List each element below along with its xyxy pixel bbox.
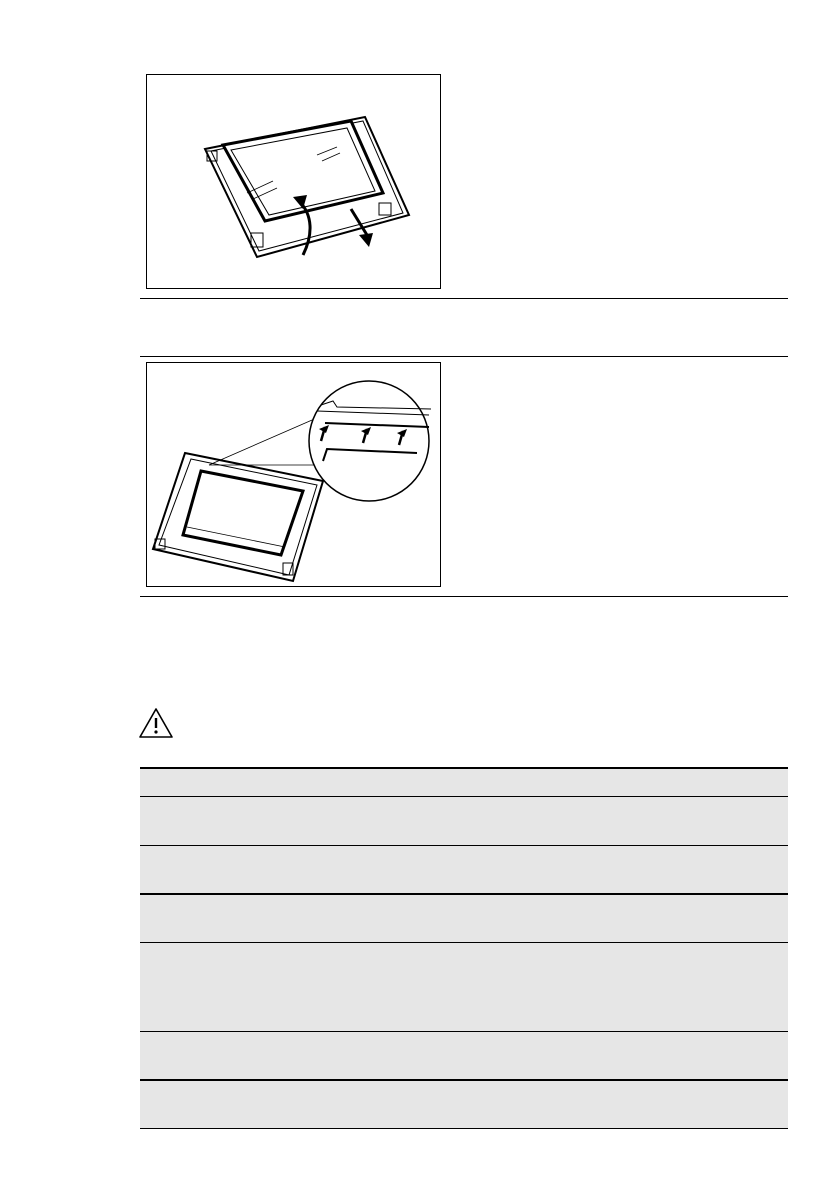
table-row — [140, 895, 788, 942]
table-row — [140, 1032, 788, 1079]
section-divider — [140, 596, 788, 597]
table-row — [140, 943, 788, 1031]
warning-triangle-icon — [138, 706, 174, 740]
section-divider — [140, 298, 788, 299]
door-glass-removal-figure — [146, 74, 441, 289]
table-row — [140, 797, 788, 845]
table-row — [140, 846, 788, 893]
table-bottom-rule — [140, 1128, 788, 1129]
table-row — [140, 1081, 788, 1128]
section-divider — [140, 356, 788, 357]
door-glass-installation-figure — [146, 362, 441, 587]
door-glass-removal-illustration — [147, 75, 440, 288]
table-row — [140, 769, 788, 796]
door-glass-installation-illustration — [147, 363, 440, 586]
